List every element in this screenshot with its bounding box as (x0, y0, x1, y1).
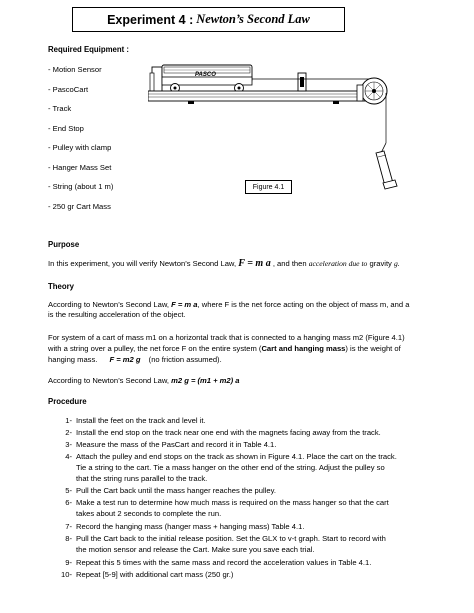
equipment-item: - Hanger Mass Set (48, 163, 112, 172)
theory-p1-line2: is the resulting acceleration of the object. (48, 310, 186, 319)
procedure-step-text: Pull the Cart back to the initial release position. Set the GLX to v-t graph. Start to record with (76, 534, 386, 543)
theory-p2-line3 (48, 355, 222, 365)
procedure-step-text: Measure the mass of the PasCart and record it in Table 4.1. (76, 440, 277, 449)
purpose-g: g. (393, 259, 400, 268)
purpose-text (48, 259, 400, 269)
procedure-step-text: Repeat this 5 times with the same mass and record the acceleration values in Table 4.1. (76, 558, 372, 567)
theory-p1-a: According to Newton’s Second Law, (48, 300, 170, 309)
purpose-formula: F = m a (238, 258, 271, 269)
equipment-item: - Pulley with clamp (48, 143, 112, 152)
procedure-step-text: takes about 2 seconds to complete the run. (76, 509, 222, 518)
theory-p2-line3-b: (no friction assumed). (148, 355, 222, 364)
purpose-heading: Purpose (48, 240, 80, 249)
theory-p3-formula: m2 g = (m1 + m2) a (171, 376, 240, 385)
theory-p2-line1: For system of a cart of mass m1 on a horizontal track that is connected to a hanging mass m2 (Figure 4.1) (48, 333, 405, 342)
procedure-step-number: 9- (65, 558, 72, 567)
equipment-item: - Track (48, 104, 72, 113)
procedure-step-number: 4- (65, 452, 72, 461)
purpose-text-c: gravity (369, 259, 392, 268)
procedure-step-text: the motion sensor and release the Cart. Make sure you save each trial. (76, 545, 315, 554)
pulley (357, 78, 387, 104)
procedure-step-text: Repeat [5-9] with additional cart mass (250 gr.) (76, 570, 234, 579)
theory-heading: Theory (48, 282, 74, 291)
purpose-text-a: In this experiment, you will verify Newton’s Second Law, (48, 259, 237, 268)
figure-apparatus (148, 55, 408, 195)
theory-p3-a: According to Newton’s Second Law, (48, 376, 170, 385)
hanger-mass (376, 143, 397, 189)
theory-p2-line2-a: with a string over a pulley, the net force F on the entire system ( (48, 344, 262, 353)
equipment-item: - PascoCart (48, 85, 89, 94)
procedure-step-number: 5- (65, 486, 72, 495)
track (148, 91, 378, 104)
figure-caption: Figure 4.1 (245, 180, 292, 194)
theory-p2-line2 (48, 344, 401, 354)
procedure-step-number: 7- (65, 522, 72, 531)
title-main: Experiment 4 : (107, 12, 194, 27)
theory-p2-bold: Cart and hanging mass (261, 344, 346, 353)
equipment-item: - End Stop (48, 124, 84, 133)
procedure-step-text: Make a test run to determine how much mass is required on the mass hanger so that the cart (76, 498, 389, 507)
theory-p2-formula: F = m2 g (109, 355, 141, 364)
equipment-item: - 250 gr Cart Mass (48, 202, 111, 211)
purpose-text-b: , and then (272, 259, 307, 268)
purpose-italic: acceleration due to (308, 259, 368, 268)
theory-p2-line2-b: ) is the weight of (345, 344, 401, 353)
procedure-step-number: 8- (65, 534, 72, 543)
procedure-list (48, 416, 458, 606)
procedure-step-number: 3- (65, 440, 72, 449)
procedure-step-number: 1- (65, 416, 72, 425)
theory-p1-formula: F = m a (171, 300, 198, 309)
equipment-item: - Motion Sensor (48, 65, 102, 74)
procedure-step-text: Attach the pulley and end stops on the track as shown in Figure 4.1. Place the cart on the track. (76, 452, 397, 461)
theory-p1-line1 (48, 300, 409, 310)
equipment-heading: Required Equipment : (48, 45, 130, 54)
procedure-step-text: Record the hanging mass (hanger mass + hanging mass) Table 4.1. (76, 522, 305, 531)
theory-p2-line3-a: hanging mass. (48, 355, 98, 364)
procedure-step-text: Install the feet on the track and level it. (76, 416, 206, 425)
equipment-item: - String (about 1 m) (48, 182, 114, 191)
procedure-step-number: 10- (61, 570, 72, 579)
procedure-step-number: 6- (65, 498, 72, 507)
procedure-step-text: Tie a string to the cart. Tie a mass hanger on the other end of the string. Adjust the pulley so (76, 463, 385, 472)
procedure-step-number: 2- (65, 428, 72, 437)
theory-p3 (48, 376, 240, 386)
title-box (72, 7, 345, 32)
cart (162, 65, 252, 93)
procedure-step-text: Pull the Cart back until the mass hanger reaches the pulley. (76, 486, 276, 495)
procedure-heading: Procedure (48, 397, 87, 406)
procedure-step-text: Install the end stop on the track near one end with the magnets facing away from the track. (76, 428, 381, 437)
procedure-step-text: that the string runs parallel to the track. (76, 474, 208, 483)
title-subtitle: Newton’s Second Law (196, 12, 310, 26)
cart-label: PASCO (195, 72, 216, 78)
theory-p1-b: , where F is the net force acting on the object of mass m, and a (197, 300, 410, 309)
